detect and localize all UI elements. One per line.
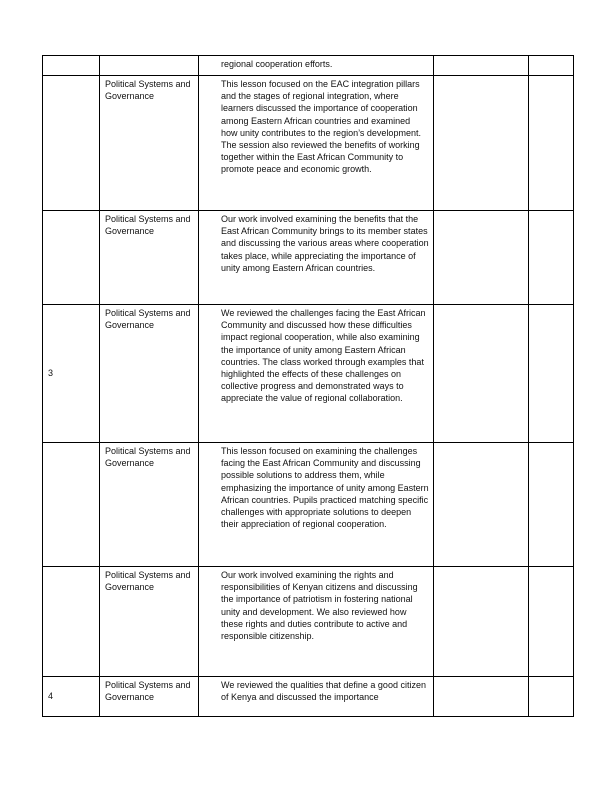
empty-cell bbox=[434, 443, 529, 567]
description-cell: regional cooperation efforts. bbox=[199, 56, 434, 76]
empty-cell bbox=[434, 677, 529, 717]
week-cell: 3 bbox=[43, 305, 100, 443]
table-row bbox=[43, 211, 574, 305]
strand-cell: Political Systems and Governance bbox=[100, 305, 199, 443]
strand-cell bbox=[100, 56, 199, 76]
empty-cell bbox=[529, 305, 574, 443]
table-row bbox=[43, 305, 574, 443]
week-cell bbox=[43, 443, 100, 567]
empty-cell bbox=[529, 76, 574, 211]
strand-cell: Political Systems and Governance bbox=[100, 76, 199, 211]
week-cell bbox=[43, 567, 100, 677]
description-cell: This lesson focused on examining the challenges facing the East African Community and discussing possible solutions to address them, while emphasizing the importance of unity among Eastern African countries. Pupils practiced matching specific challenges with appropriate solutions to deepen their appreciation of regional cooperation. bbox=[199, 443, 434, 567]
week-cell bbox=[43, 56, 100, 76]
strand-cell: Political Systems and Governance bbox=[100, 677, 199, 717]
description-cell: We reviewed the challenges facing the East African Community and discussed how these difficulties impact regional cooperation, while also examining the importance of unity among Eastern African countries. The class worked through examples that highlighted the effects of these challenges on collective progress and demonstrated ways to appreciate the value of regional collaboration. bbox=[199, 305, 434, 443]
strand-cell: Political Systems and Governance bbox=[100, 567, 199, 677]
empty-cell bbox=[529, 443, 574, 567]
lesson-log-table bbox=[42, 55, 574, 717]
table-row bbox=[43, 56, 574, 76]
empty-cell bbox=[434, 56, 529, 76]
empty-cell bbox=[529, 211, 574, 305]
empty-cell bbox=[529, 56, 574, 76]
description-cell: This lesson focused on the EAC integration pillars and the stages of regional integration, where learners discussed the importance of cooperation among Eastern African countries and examined how unity contributes to the region’s development. The session also reviewed the benefits of working together within the East African Community to promote peace and economic growth. bbox=[199, 76, 434, 211]
empty-cell bbox=[529, 677, 574, 717]
description-cell: We reviewed the qualities that define a good citizen of Kenya and discussed the importance bbox=[199, 677, 434, 717]
table-row bbox=[43, 677, 574, 717]
empty-cell bbox=[434, 567, 529, 677]
week-cell bbox=[43, 211, 100, 305]
week-cell bbox=[43, 76, 100, 211]
description-cell: Our work involved examining the rights and responsibilities of Kenyan citizens and discussing the importance of patriotism in fostering national unity and development. We also reviewed how these rights and duties contribute to active and responsible citizenship. bbox=[199, 567, 434, 677]
table-row bbox=[43, 567, 574, 677]
empty-cell bbox=[434, 76, 529, 211]
empty-cell bbox=[434, 305, 529, 443]
empty-cell bbox=[529, 567, 574, 677]
description-cell: Our work involved examining the benefits that the East African Community brings to its member states and discussing the various areas where cooperation takes place, while appreciating the importance of unity among Eastern African countries. bbox=[199, 211, 434, 305]
week-cell: 4 bbox=[43, 677, 100, 717]
empty-cell bbox=[434, 211, 529, 305]
table-row bbox=[43, 76, 574, 211]
strand-cell: Political Systems and Governance bbox=[100, 211, 199, 305]
table-row bbox=[43, 443, 574, 567]
strand-cell: Political Systems and Governance bbox=[100, 443, 199, 567]
